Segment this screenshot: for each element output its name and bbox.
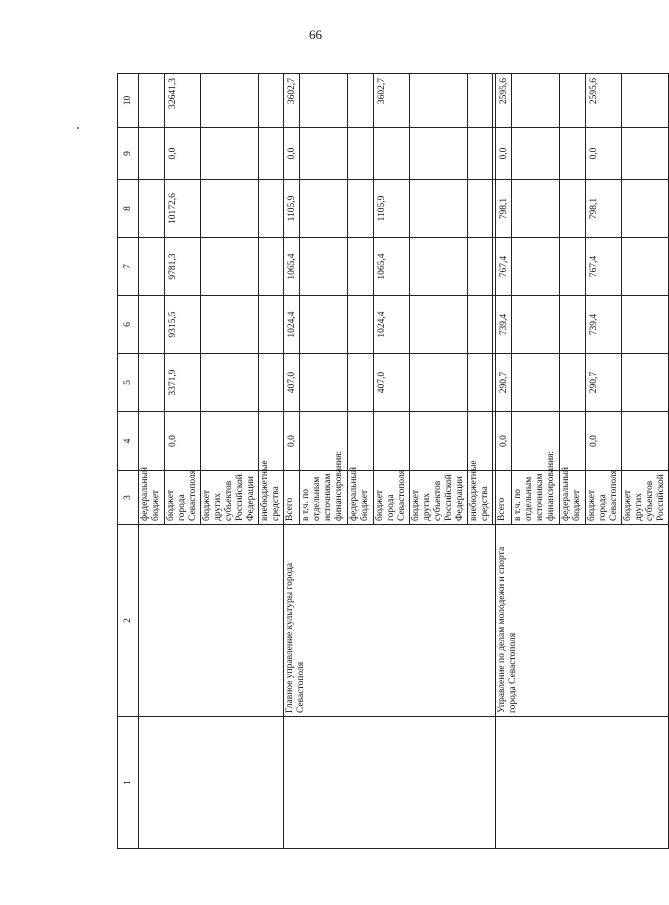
cell-empty [139, 238, 165, 296]
header-cell: 7 [118, 238, 139, 296]
value-cell: 1105,9 [284, 180, 300, 238]
header-cell: 10 [118, 74, 139, 128]
value-cell: 0,0 [284, 412, 300, 471]
cell-empty [139, 296, 165, 354]
cell-empty [259, 296, 284, 354]
cell-empty [348, 74, 374, 128]
financing-table [117, 73, 669, 849]
source-label: федеральный бюджет [139, 471, 165, 525]
cell-empty [512, 74, 560, 128]
value-cell: 767,4 [586, 238, 622, 296]
cell-empty [348, 128, 374, 180]
cell-empty [139, 412, 165, 471]
cell-empty [512, 128, 560, 180]
value-cell: 739,4 [586, 296, 622, 354]
value-cell: 0,0 [586, 128, 622, 180]
header-cell: 3 [118, 471, 139, 525]
header-cell: 2 [118, 525, 139, 717]
table-row [496, 74, 512, 849]
cell-empty [348, 354, 374, 412]
source-label: внебюджетные средства [259, 471, 284, 525]
cell-empty [259, 74, 284, 128]
cell-empty [139, 525, 284, 717]
value-cell: 0,0 [165, 412, 201, 471]
cell-empty [348, 180, 374, 238]
source-label: бюджет других субъектов Российской Федерации [201, 471, 259, 525]
source-label: федеральный бюджет [348, 471, 374, 525]
cell-empty [560, 238, 586, 296]
value-cell: 3602,7 [284, 74, 300, 128]
cell-empty [300, 238, 348, 296]
cell-empty [410, 354, 468, 412]
source-label: бюджет города Севастополя [586, 471, 622, 525]
value-cell: 0,0 [284, 128, 300, 180]
agency-name: Главное управление культуры города Севастополя [284, 525, 496, 717]
cell-empty [622, 412, 669, 471]
value-cell: 798,1 [496, 180, 512, 238]
cell-empty [410, 180, 468, 238]
agency-name: Управление по делам молодежи и спорта города Севастополя [496, 525, 669, 717]
value-cell: 1065,4 [284, 238, 300, 296]
cell-empty [139, 180, 165, 238]
cell-empty [622, 128, 669, 180]
cell-empty [512, 354, 560, 412]
cell-empty [468, 128, 493, 180]
cell-empty [468, 180, 493, 238]
cell-empty [259, 128, 284, 180]
cell-empty [374, 412, 410, 471]
cell-empty [139, 74, 165, 128]
table-row [284, 74, 300, 849]
cell-empty [348, 296, 374, 354]
cell-empty [348, 412, 374, 471]
header-cell: 4 [118, 412, 139, 471]
cell-empty [560, 180, 586, 238]
cell-empty [560, 354, 586, 412]
cell-empty [139, 128, 165, 180]
source-label: внебюджетные средства [468, 471, 493, 525]
cell-empty [410, 74, 468, 128]
value-cell: 3602,7 [374, 74, 410, 128]
cell-empty [560, 128, 586, 180]
rotated-table-container [117, 74, 666, 849]
value-cell: 2595,6 [496, 74, 512, 128]
value-cell: 1024,4 [374, 296, 410, 354]
cell-empty [512, 296, 560, 354]
cell-empty [201, 354, 259, 412]
value-cell: 407,0 [284, 354, 300, 412]
cell-empty [201, 128, 259, 180]
page-number: 66 [309, 27, 322, 42]
header-cell: 6 [118, 296, 139, 354]
cell-empty [622, 296, 669, 354]
cell-empty [622, 74, 669, 128]
value-cell: 0,0 [496, 128, 512, 180]
value-cell: 0,0 [165, 128, 201, 180]
stray-mark [77, 127, 79, 129]
source-label: Всего [284, 471, 300, 525]
cell-empty [300, 128, 348, 180]
cell-empty [560, 74, 586, 128]
value-cell: 290,7 [496, 354, 512, 412]
cell-empty [201, 180, 259, 238]
cell-empty [259, 180, 284, 238]
cell-empty [139, 354, 165, 412]
value-cell: 798,1 [586, 180, 622, 238]
value-cell: 767,4 [496, 238, 512, 296]
header-cell: 8 [118, 180, 139, 238]
cell-empty [622, 180, 669, 238]
table-row [139, 74, 165, 849]
source-label: Всего [496, 471, 512, 525]
cell-empty [259, 238, 284, 296]
cell-empty [410, 412, 468, 471]
value-cell: 290,7 [586, 354, 622, 412]
cell-empty [622, 354, 669, 412]
cell-empty [201, 296, 259, 354]
cell-empty [410, 128, 468, 180]
cell-empty [560, 296, 586, 354]
cell-empty [300, 180, 348, 238]
source-label: бюджет города Севастополя [374, 471, 410, 525]
cell-empty [348, 238, 374, 296]
cell-empty [468, 354, 493, 412]
cell-empty [300, 354, 348, 412]
cell-empty [496, 717, 669, 849]
value-cell: 0,0 [586, 412, 622, 471]
source-label: в т.ч. по отдельным источникам финансирования: [512, 471, 560, 525]
cell-empty [512, 180, 560, 238]
value-cell: 9781,3 [165, 238, 201, 296]
value-cell: 739,4 [496, 296, 512, 354]
source-label: в т.ч. по отдельным источникам финансирования: [300, 471, 348, 525]
value-cell: 1024,4 [284, 296, 300, 354]
value-cell: 32641,3 [165, 74, 201, 128]
source-label: бюджет других субъектов Российской [622, 471, 669, 525]
source-label: федеральный бюджет [560, 471, 586, 525]
cell-empty [560, 412, 586, 471]
cell-empty [201, 74, 259, 128]
value-cell: 3371,9 [165, 354, 201, 412]
cell-empty [139, 717, 284, 849]
cell-empty [468, 296, 493, 354]
header-row [118, 74, 139, 849]
cell-empty [512, 238, 560, 296]
cell-empty [374, 128, 410, 180]
source-label: бюджет других субъектов Российской Федерации [410, 471, 468, 525]
cell-empty [201, 412, 259, 471]
source-label: бюджет города Севастополя [165, 471, 201, 525]
header-cell: 5 [118, 354, 139, 412]
header-cell: 9 [118, 128, 139, 180]
header-cell: 1 [118, 717, 139, 849]
cell-empty [259, 354, 284, 412]
cell-empty [410, 296, 468, 354]
cell-empty [284, 717, 496, 849]
value-cell: 1065,4 [374, 238, 410, 296]
value-cell: 407,0 [374, 354, 410, 412]
cell-empty [410, 238, 468, 296]
value-cell: 0,0 [496, 412, 512, 471]
cell-empty [201, 238, 259, 296]
cell-empty [468, 74, 493, 128]
value-cell: 1105,9 [374, 180, 410, 238]
cell-empty [300, 296, 348, 354]
cell-empty [468, 238, 493, 296]
value-cell: 9315,5 [165, 296, 201, 354]
cell-empty [300, 74, 348, 128]
value-cell: 2595,6 [586, 74, 622, 128]
value-cell: 10172,6 [165, 180, 201, 238]
cell-empty [622, 238, 669, 296]
